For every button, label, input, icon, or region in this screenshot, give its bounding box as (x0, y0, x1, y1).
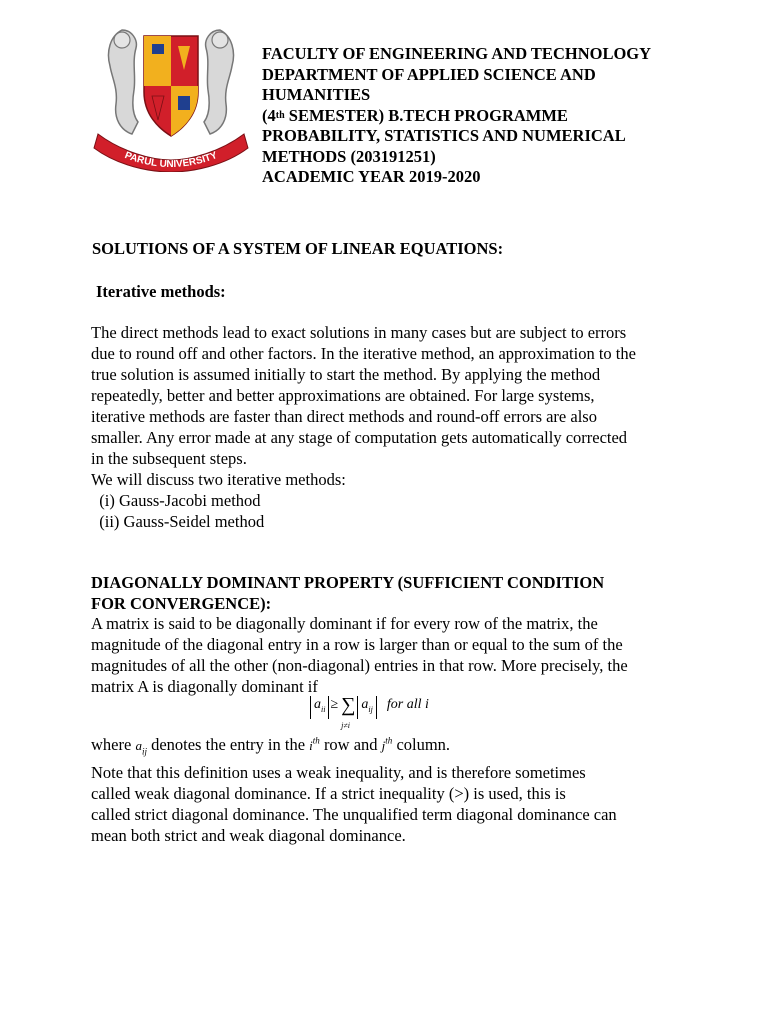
sum-limit: j≠i (341, 721, 350, 730)
sum-symbol (341, 694, 356, 730)
semester-rest: SEMESTER) B.TECH PROGRAMME (284, 105, 568, 125)
header-faculty: FACULTY OF ENGINEERING AND TECHNOLOGY (262, 44, 652, 63)
text-line: smaller. Any error made at any stage of computation gets automatically corrected (91, 428, 628, 447)
rhs-sub: ij (368, 704, 373, 714)
header-department-cont: HUMANITIES (262, 85, 371, 104)
header-course: PROBABILITY, STATISTICS AND NUMERICAL (262, 126, 626, 145)
lhs-sub: ii (321, 704, 326, 714)
text-line: mean both strict and weak diagonal dominance. (91, 826, 406, 845)
parul-university-logo (92, 22, 250, 172)
text-line: Note that this definition uses a weak inequality, and is therefore sometimes (91, 763, 586, 782)
where-var: a (135, 738, 142, 753)
text-line: repeatedly, better and better approximations are obtained. For large systems, (91, 386, 595, 405)
header-semester (262, 106, 742, 127)
where-line (91, 735, 450, 756)
header-course-code: METHODS (203191251) (262, 146, 436, 166)
section-title: SOLUTIONS OF A SYSTEM OF LINEAR EQUATIONS: (92, 239, 504, 258)
text-line: called strict diagonal dominance. The unqualified term diagonal dominance can (91, 805, 617, 824)
where-i-sup: th (312, 735, 320, 746)
title-line: DIAGONALLY DOMINANT PROPERTY (SUFFICIENT CONDITION (91, 573, 605, 592)
formula-qualifier: for all i (386, 697, 429, 712)
document-header (262, 44, 742, 188)
header-academic-year: ACADEMIC YEAR 2019-2020 (262, 167, 481, 186)
where-middle: denotes the entry in the (146, 735, 310, 754)
note-paragraph (91, 762, 691, 846)
title-line: FOR CONVERGENCE): (91, 594, 272, 613)
text-line: matrix A is diagonally dominant if (91, 677, 318, 696)
text-line: iterative methods are faster than direct methods and round-off errors are also (91, 407, 597, 426)
text-line: due to round off and other factors. In the iterative method, an approximation to the (91, 344, 636, 363)
semester-sup: th (275, 109, 285, 121)
where-row-text: row and (319, 735, 382, 754)
diagonal-dominance-formula (310, 696, 429, 734)
list-item: (i) Gauss-Jacobi method (91, 491, 261, 510)
lhs-var: a (314, 697, 321, 712)
text-line: A matrix is said to be diagonally dominant if for every row of the matrix, the (91, 614, 598, 633)
diagonal-dominance-title (91, 572, 604, 614)
formula-rhs (357, 696, 376, 719)
intro-paragraph (91, 322, 691, 532)
text-line: We will discuss two iterative methods: (91, 470, 346, 489)
where-j: j (381, 738, 386, 753)
text-line: in the subsequent steps. (91, 449, 247, 468)
formula-lhs (310, 696, 329, 719)
text-line: magnitudes of all the other (non-diagonal) entries in that row. More precisely, the (91, 656, 628, 675)
text-line: true solution is assumed initially to start the method. By applying the method (91, 365, 601, 384)
text-line: magnitude of the diagonal entry in a row is larger than or equal to the sum of the (91, 635, 623, 654)
rhs-var: a (361, 697, 369, 712)
where-i: i (309, 738, 313, 753)
sum-glyph: ∑ (341, 694, 356, 716)
diagonal-dominance-paragraph (91, 613, 691, 697)
where-prefix: where (91, 735, 136, 754)
text-line: called weak diagonal dominance. If a strict inequality (>) is used, this is (91, 784, 566, 803)
list-item: (ii) Gauss-Seidel method (91, 512, 265, 531)
where-suffix: column. (392, 735, 451, 754)
where-var-sub: ij (141, 746, 147, 757)
where-j-sup: th (385, 735, 393, 746)
logo-banner-text: PARUL UNIVERSITY (123, 150, 219, 171)
text-line: The direct methods lead to exact solutions in many cases but are subject to errors (91, 323, 627, 342)
subsection-title: Iterative methods: (96, 282, 226, 301)
header-department: DEPARTMENT OF APPLIED SCIENCE AND (262, 64, 596, 84)
formula-relation: ≥ (330, 697, 339, 712)
semester-open: (4 (262, 105, 276, 125)
